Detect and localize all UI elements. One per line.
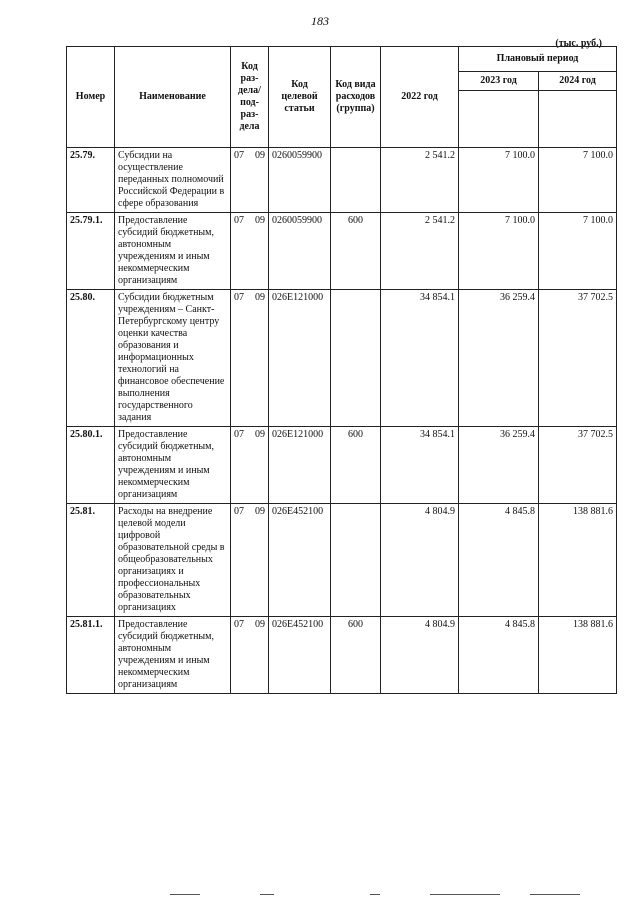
- row-expense-type: [331, 504, 381, 617]
- row-amount-2022: 34 854.1: [381, 427, 459, 504]
- row-razdel-code: 07: [234, 506, 244, 517]
- page-number: 183: [311, 14, 329, 28]
- row-amount-2024: 7 100.0: [539, 213, 617, 290]
- scan-mark: [170, 894, 200, 895]
- row-amount-2022: 4 804.9: [381, 504, 459, 617]
- row-amount-2023: 4 845.8: [459, 504, 539, 617]
- units-label: (тыс. руб.): [555, 38, 602, 49]
- row-amount-2023: 36 259.4: [459, 290, 539, 427]
- row-amount-2023: 7 100.0: [459, 148, 539, 213]
- table-row: [67, 504, 617, 617]
- header-razdel: Код раз-дела/ под-раз-дела: [231, 47, 269, 148]
- row-razdel: [231, 290, 269, 427]
- header-spacer-cell: [459, 91, 539, 148]
- budget-table: [66, 46, 617, 694]
- row-amount-2024: 7 100.0: [539, 148, 617, 213]
- row-razdel-code: 07: [234, 292, 244, 303]
- scan-mark: [430, 894, 500, 895]
- row-number: 25.81.: [67, 504, 115, 617]
- row-amount-2023: 36 259.4: [459, 427, 539, 504]
- scan-mark: [370, 894, 380, 895]
- table-row: [67, 290, 617, 427]
- row-amount-2024: 37 702.5: [539, 427, 617, 504]
- row-razdel: [231, 148, 269, 213]
- row-name: Субсидии бюджетным учреждениям – Санкт-Петербургскому центру оценки качества образования и информационных технологий на финансовое обеспечение выполнения государственного задания: [115, 290, 231, 427]
- row-amount-2022: 34 854.1: [381, 290, 459, 427]
- row-expense-type: [331, 290, 381, 427]
- row-expense-type: 600: [331, 427, 381, 504]
- row-podrazdel-code: 09: [255, 619, 265, 630]
- row-amount-2024: 37 702.5: [539, 290, 617, 427]
- row-target-article: 026E452100: [269, 617, 331, 694]
- row-target-article: 026E121000: [269, 427, 331, 504]
- row-number: 25.81.1.: [67, 617, 115, 694]
- row-razdel: [231, 213, 269, 290]
- row-razdel-code: 07: [234, 429, 244, 440]
- header-target-article: Код целевой статьи: [269, 47, 331, 148]
- header-expense-type: Код вида расходов (группа): [331, 47, 381, 148]
- row-name: Предоставление субсидий бюджетным, автономным учреждениям и иным некоммерческим организациям: [115, 617, 231, 694]
- row-number: 25.80.1.: [67, 427, 115, 504]
- header-spacer-cell: [539, 91, 617, 148]
- row-razdel-code: 07: [234, 150, 244, 161]
- row-name: Предоставление субсидий бюджетным, автономным учреждениям и иным некоммерческим организациям: [115, 427, 231, 504]
- row-amount-2022: 4 804.9: [381, 617, 459, 694]
- row-number: 25.79.: [67, 148, 115, 213]
- row-razdel: [231, 427, 269, 504]
- header-year-2023: 2023 год: [459, 72, 539, 91]
- row-expense-type: [331, 148, 381, 213]
- row-podrazdel-code: 09: [255, 506, 265, 517]
- row-number: 25.79.1.: [67, 213, 115, 290]
- row-podrazdel-code: 09: [255, 429, 265, 440]
- row-razdel-code: 07: [234, 619, 244, 630]
- row-podrazdel-code: 09: [255, 215, 265, 226]
- row-target-article: 026E121000: [269, 290, 331, 427]
- header-year-2024: 2024 год: [539, 72, 617, 91]
- row-expense-type: 600: [331, 617, 381, 694]
- table-row: [67, 148, 617, 213]
- table-row: [67, 427, 617, 504]
- row-amount-2022: 2 541.2: [381, 213, 459, 290]
- row-podrazdel-code: 09: [255, 150, 265, 161]
- row-razdel-code: 07: [234, 215, 244, 226]
- row-amount-2023: 7 100.0: [459, 213, 539, 290]
- scan-mark: [260, 894, 274, 895]
- row-name: Субсидии на осуществление переданных полномочий Российской Федерации в сфере образования: [115, 148, 231, 213]
- row-razdel: [231, 617, 269, 694]
- row-target-article: 0260059900: [269, 213, 331, 290]
- row-amount-2023: 4 845.8: [459, 617, 539, 694]
- table-header: [67, 47, 617, 148]
- header-year-2022: 2022 год: [381, 47, 459, 148]
- row-target-article: 026E452100: [269, 504, 331, 617]
- header-number: Номер: [67, 47, 115, 148]
- row-amount-2024: 138 881.6: [539, 617, 617, 694]
- header-planned-period: Плановый период: [459, 47, 617, 72]
- row-razdel: [231, 504, 269, 617]
- scan-mark: [530, 894, 580, 895]
- row-amount-2022: 2 541.2: [381, 148, 459, 213]
- row-amount-2024: 138 881.6: [539, 504, 617, 617]
- scan-edge-marks: [170, 890, 590, 898]
- row-target-article: 0260059900: [269, 148, 331, 213]
- table-row: [67, 213, 617, 290]
- row-expense-type: 600: [331, 213, 381, 290]
- row-name: Расходы на внедрение целевой модели цифровой образовательной среды в общеобразовательных организациях и профессиональных образовательных организациях: [115, 504, 231, 617]
- row-number: 25.80.: [67, 290, 115, 427]
- header-name: Наименование: [115, 47, 231, 148]
- row-podrazdel-code: 09: [255, 292, 265, 303]
- row-name: Предоставление субсидий бюджетным, автономным учреждениям и иным некоммерческим организациям: [115, 213, 231, 290]
- table-body: [67, 148, 617, 694]
- table-row: [67, 617, 617, 694]
